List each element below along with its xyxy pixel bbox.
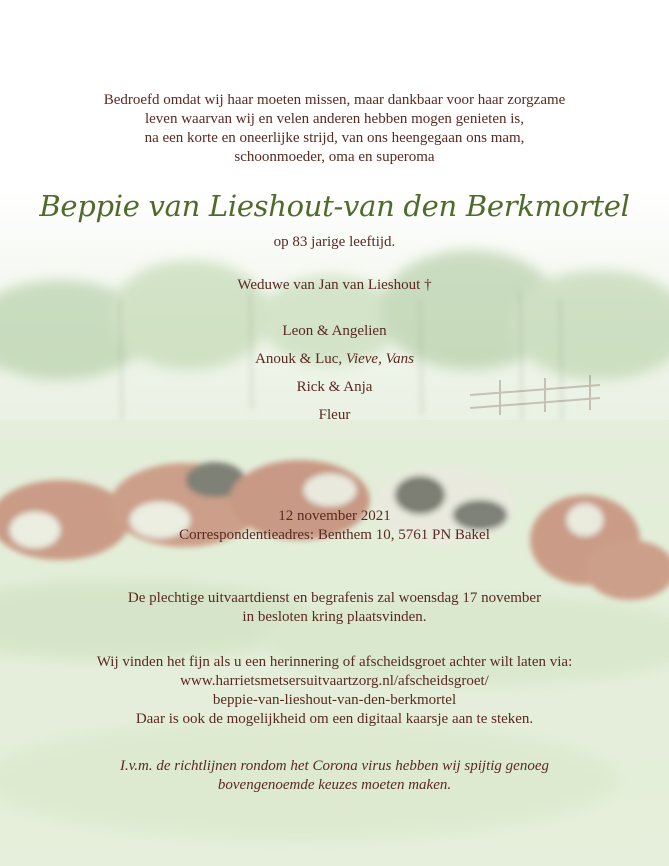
condolence-url: beppie-van-lieshout-van-den-berkmortel	[212, 692, 457, 708]
children-line: Leon & Angelien	[282, 323, 387, 339]
address-line: Correspondentieadres: Benthem 10, 5761 PN Bakel	[179, 527, 490, 543]
intro-line: leven waarvan wij en velen anderen hebben mogen genieten is,	[144, 111, 524, 127]
children-line: Rick & Anja	[296, 379, 373, 395]
corona-notice: I.v.m. de richtlijnen rondom het Corona virus hebben wij spijtig genoeg bovengenoemde keuzes moeten maken.	[120, 758, 549, 793]
condolence-url: www.harrietsmetsersuitvaartzorg.nl/afscheidsgroet/	[180, 673, 489, 689]
date-and-address	[0, 507, 669, 545]
intro-line: na een korte en oneerlijke strijd, van ons heengegaan ons mam,	[144, 130, 525, 146]
widow-line: Weduwe van Jan van Lieshout †	[237, 277, 432, 293]
grandchildren-names: Vieve, Vans	[345, 351, 414, 367]
date-line: 12 november 2021	[278, 508, 391, 524]
condolence-info: Wij vinden het fijn als u een herinnering of afscheidsgroet achter wilt laten via: www.harrietsmetsersuitvaartzorg.nl/afscheidsgroet/ beppie-van-lieshout-van-den-berkmortel Daar is ook de mogelijkheid om een digitaal kaarsje aan te steken.	[0, 653, 669, 729]
age-line: op 83 jarige leeftijd.	[273, 234, 396, 250]
children-list	[0, 317, 669, 429]
intro-line: Bedroefd omdat wij haar moeten missen, maar dankbaar voor haar zorgzame	[103, 92, 566, 108]
children-line: Fleur	[318, 407, 351, 423]
service-announcement: De plechtige uitvaartdienst en begrafenis zal woensdag 17 november in besloten kring plaatsvinden.	[127, 590, 542, 625]
intro-line: schoonmoeder, oma en superoma	[234, 149, 435, 165]
intro-paragraph	[0, 91, 669, 167]
children-line: Anouk & Luc, Vieve, Vans	[255, 351, 414, 367]
deceased-name: Beppie van Lieshout-van den Berkmortel	[39, 189, 630, 223]
